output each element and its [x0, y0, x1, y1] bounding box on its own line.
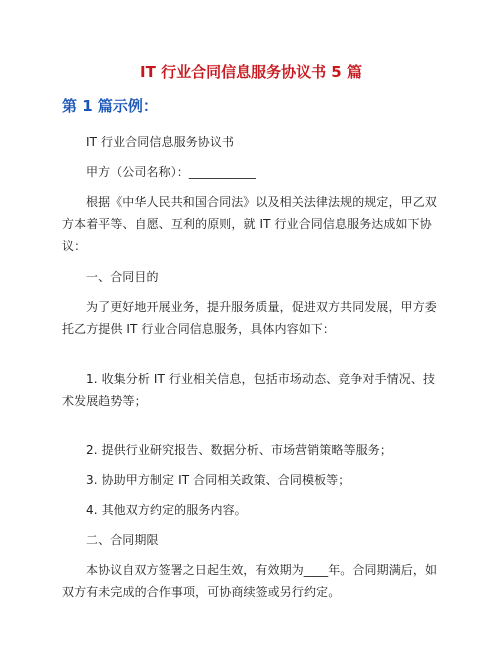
preamble-paragraph: 根据《中华人民共和国合同法》以及相关法律法规的规定，甲乙双方本着平等、自愿、互利的原则，就 IT 行业合同信息服务达成如下协议：: [62, 195, 437, 253]
service-item-1: 1. 收集分析 IT 行业相关信息，包括市场动态、竞争对手情况、技术发展趋势等；: [62, 372, 436, 408]
service-item-3: 3. 协助甲方制定 IT 合同相关政策、合同模板等；: [86, 473, 351, 487]
party-a-line: 甲方（公司名称）：___________: [86, 165, 257, 179]
service-item-2: 2. 提供行业研究报告、数据分析、市场营销策略等服务；: [86, 443, 392, 457]
clause-heading-term: 二、合同期限: [86, 533, 159, 547]
purpose-paragraph: 为了更好地开展业务，提升服务质量，促进双方共同发展，甲方委托乙方提供 IT 行业合同信息服务，具体内容如下：: [62, 300, 437, 336]
document-title: IT 行业合同信息服务协议书 5 篇: [140, 63, 362, 81]
term-paragraph: 本协议自双方签署之日起生效，有效期为____年。合同期满后，如双方有未完成的合作事项，可协商续签或另行约定。: [62, 563, 438, 599]
agreement-name-line: IT 行业合同信息服务协议书: [86, 135, 235, 149]
section-heading: 第 1 篇示例：: [62, 97, 158, 115]
clause-heading-purpose: 一、合同目的: [86, 270, 159, 284]
service-item-4: 4. 其他双方约定的服务内容。: [86, 503, 247, 517]
